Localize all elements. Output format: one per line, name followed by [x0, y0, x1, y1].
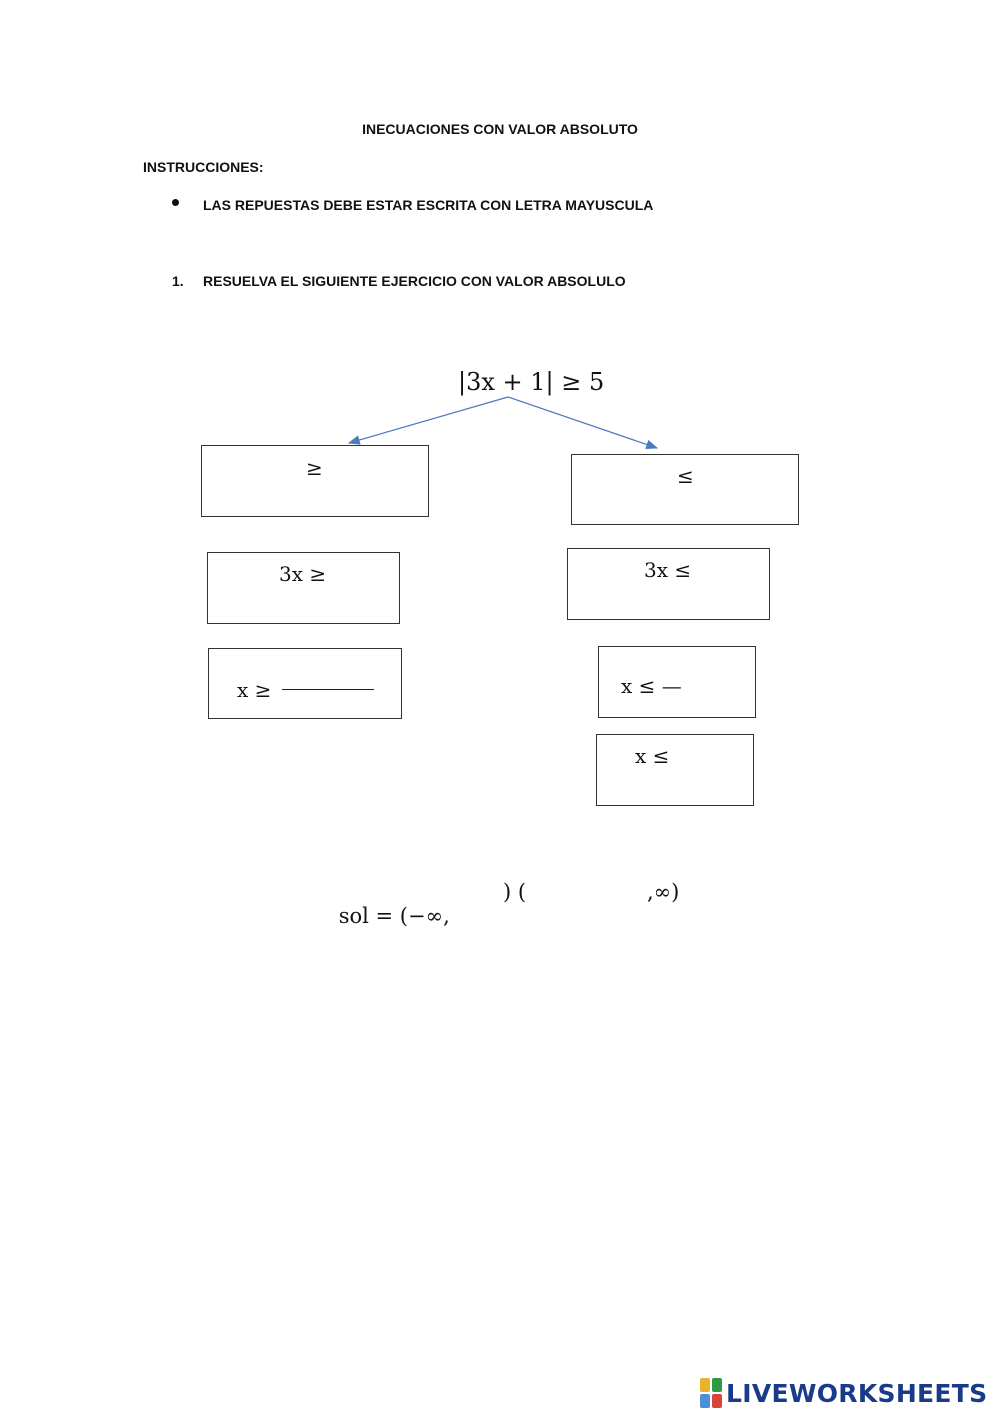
left-box-1-label: ≥	[306, 456, 323, 480]
worksheet-title: INECUACIONES CON VALOR ABSOLUTO	[362, 121, 638, 137]
right-box-2[interactable]	[567, 548, 770, 620]
left-box-2-label: 3x ≥	[279, 562, 327, 586]
question-text: RESUELVA EL SIGUIENTE EJERCICIO CON VALOR ABSOLULO	[203, 273, 626, 289]
solution-prefix: sol = (−∞,	[338, 904, 450, 928]
left-box-3-label: x ≥	[237, 678, 272, 702]
fraction-bar	[282, 689, 374, 690]
logo-mark-icon	[700, 1378, 722, 1408]
main-inequality: |3x + 1| ≥ 5	[458, 368, 605, 396]
right-box-2-label: 3x ≤	[644, 558, 692, 582]
arrow-right	[508, 397, 657, 448]
arrow-left	[349, 397, 508, 443]
right-box-1-label: ≤	[677, 464, 694, 488]
left-box-2[interactable]	[207, 552, 400, 624]
right-box-1[interactable]	[571, 454, 799, 525]
solution-suffix: ,∞)	[647, 880, 680, 904]
solution-blank-2[interactable]	[530, 878, 642, 908]
left-box-1[interactable]	[201, 445, 429, 517]
logo-text: LIVEWORKSHEETS	[726, 1378, 988, 1408]
question-number: 1.	[172, 273, 184, 289]
right-box-3-label: x ≤ —	[621, 674, 682, 698]
right-box-3[interactable]	[598, 646, 756, 718]
right-box-4[interactable]	[596, 734, 754, 806]
solution-blank-1[interactable]	[428, 878, 498, 908]
liveworksheets-logo	[700, 1376, 987, 1410]
instructions-heading: INSTRUCCIONES:	[143, 159, 264, 175]
instruction-bullet: LAS REPUESTAS DEBE ESTAR ESCRITA CON LETRA MAYUSCULA	[203, 197, 654, 213]
left-box-3[interactable]	[208, 648, 402, 719]
right-box-4-label: x ≤	[635, 744, 670, 768]
solution-middle: ) (	[503, 880, 527, 904]
